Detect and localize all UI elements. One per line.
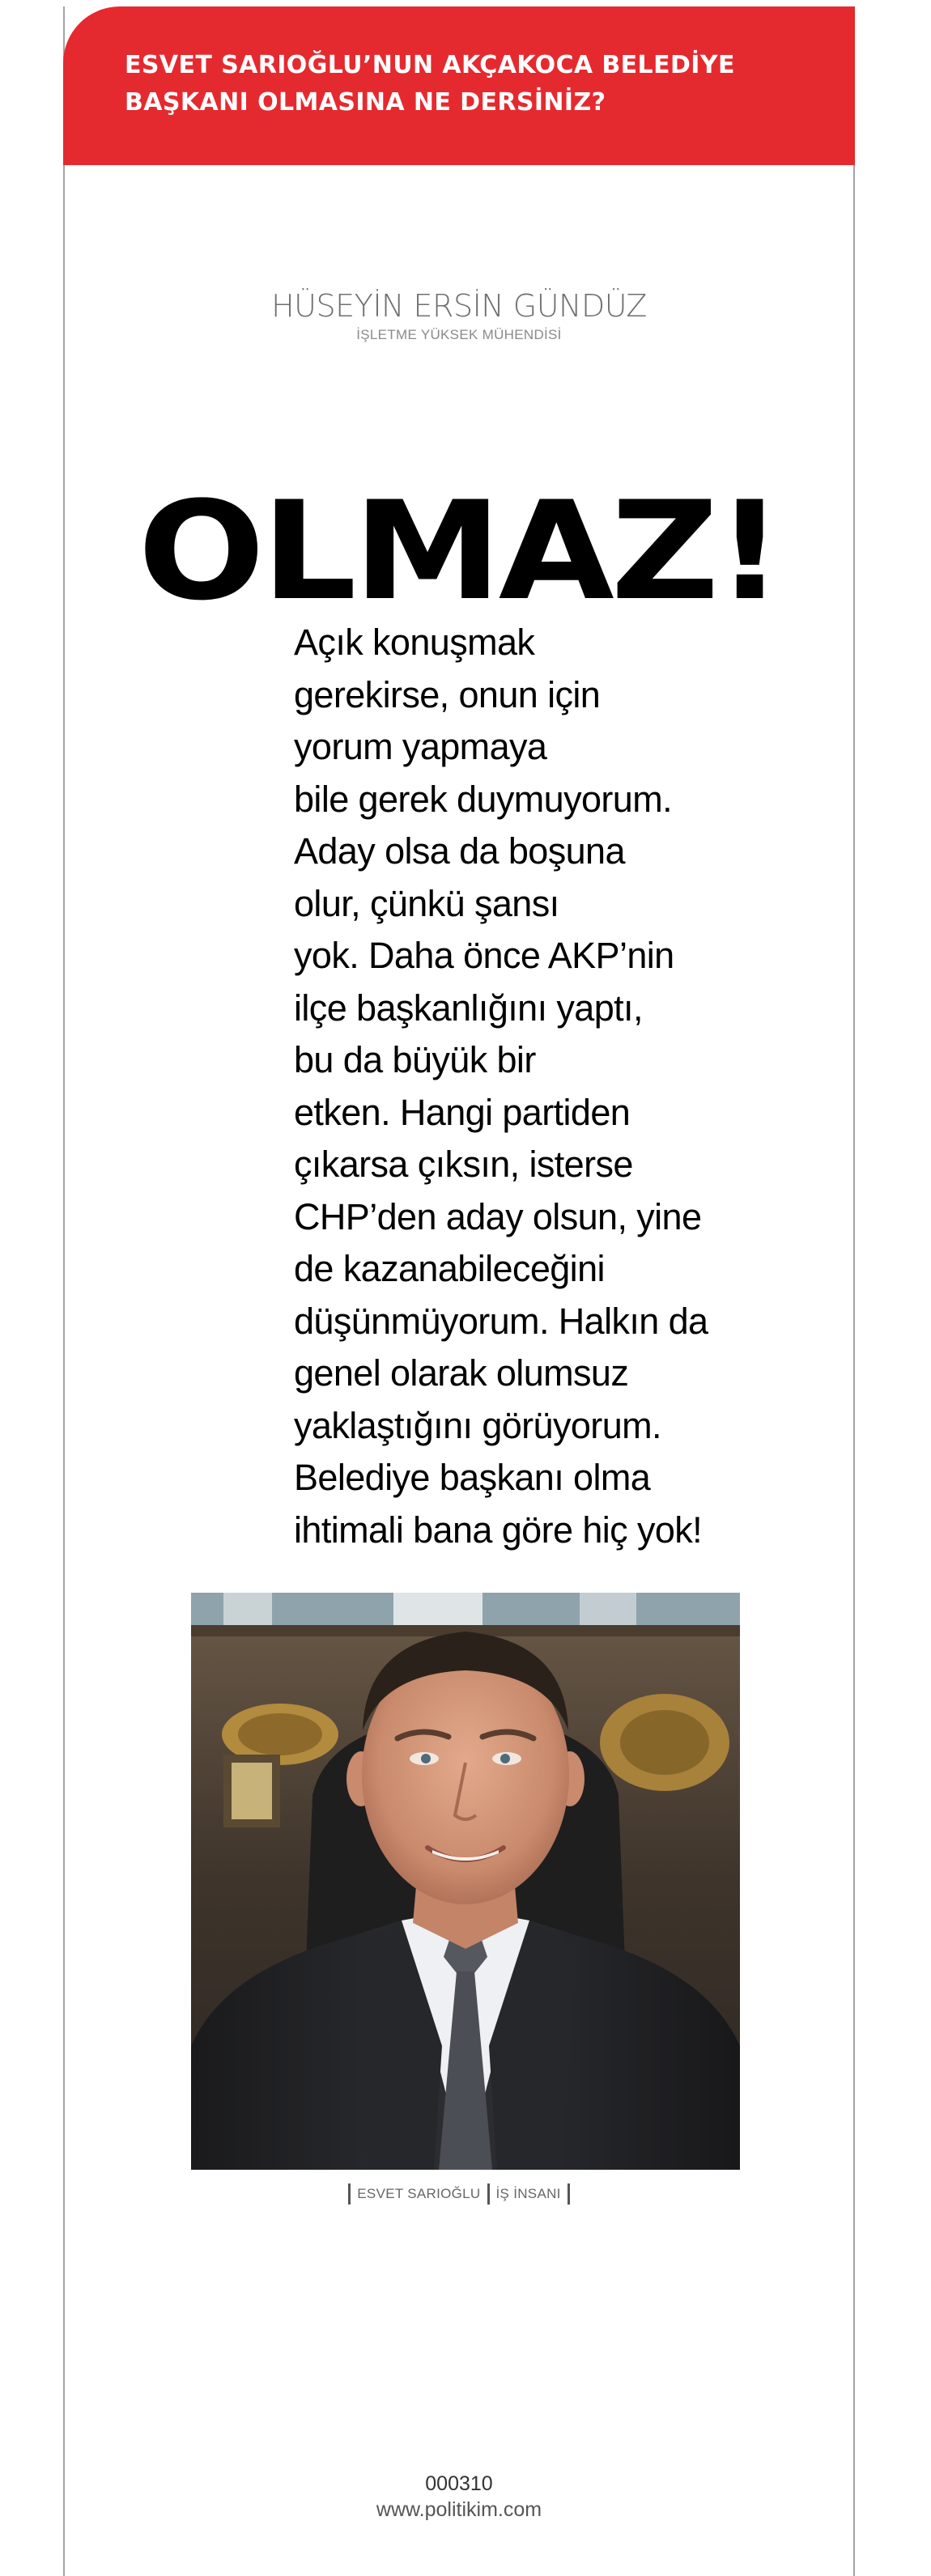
body-line: ihtimali bana göre hiç yok! — [294, 1509, 703, 1551]
body-line: Belediye başkanı olma — [294, 1457, 651, 1498]
page-footer — [65, 2471, 853, 2523]
answer-text — [294, 617, 747, 1556]
portrait-photo — [191, 1593, 740, 2170]
body-line: yaklaştığını görüyorum. — [294, 1404, 661, 1446]
author-title: İŞLETME YÜKSEK MÜHENDİSİ — [356, 327, 562, 342]
article-panel — [63, 6, 855, 2576]
body-line: bile gerek duymuyorum. — [294, 778, 673, 820]
caption-divider — [487, 2183, 490, 2205]
body-line: CHP’den aday olsun, yine — [294, 1195, 702, 1237]
body-line: olur, çünkü şansı — [294, 882, 559, 924]
question-line-2: BAŞKANI OLMASINA NE DERSİNİZ? — [125, 88, 606, 117]
caption-divider — [568, 2183, 570, 2205]
body-line: Açık konuşmak — [294, 622, 535, 663]
body-line: gerekirse, onun için — [294, 673, 601, 715]
question-line-1: ESVET SARIOĞLU’NUN AKÇAKOCA BELEDİYE — [125, 51, 735, 79]
body-line: ilçe başkanlığını yaptı, — [294, 987, 643, 1029]
caption-person-role: İŞ İNSANI — [495, 2186, 561, 2201]
caption-person-name: ESVET SARIOĞLU — [357, 2186, 481, 2201]
body-line: bu da büyük bir — [294, 1039, 536, 1080]
author-name: HÜSEYİN ERSİN GÜNDÜZ — [271, 288, 647, 324]
body-line: etken. Hangi partiden — [294, 1091, 631, 1133]
headline: OLMAZ! — [138, 472, 780, 630]
question-header — [63, 6, 855, 165]
body-line: çıkarsa çıksın, isterse — [294, 1144, 633, 1185]
author-block — [65, 288, 853, 343]
portrait-illustration — [191, 1593, 740, 2170]
body-line: yok. Daha önce AKP’nin — [294, 935, 674, 976]
website-link[interactable]: www.politikim.com — [376, 2498, 542, 2521]
photo-caption — [65, 2183, 853, 2205]
caption-divider — [348, 2183, 351, 2205]
page-number: 000310 — [425, 2472, 493, 2495]
body-line: Aday olsa da boşuna — [294, 830, 625, 872]
body-line: de kazanabileceğini — [294, 1248, 605, 1289]
body-line: yorum yapmaya — [294, 726, 547, 767]
body-line: düşünmüyorum. Halkın da — [294, 1300, 708, 1342]
body-line: genel olarak olumsuz — [294, 1352, 629, 1394]
